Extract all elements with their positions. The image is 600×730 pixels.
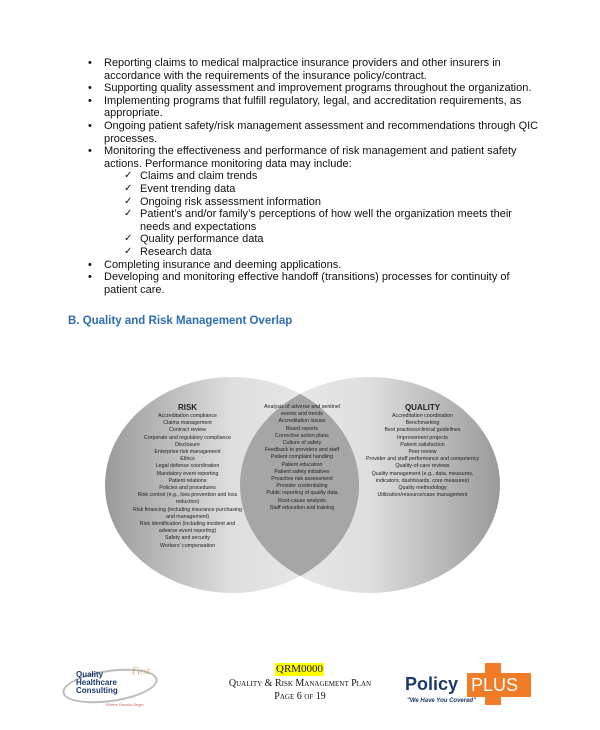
check-list xyxy=(104,170,543,258)
overlap-item: Accreditation issues xyxy=(278,418,326,425)
overlap-item: Provider credentialing xyxy=(276,483,328,490)
quality-item: Utilization/resource/case management xyxy=(377,492,468,499)
quality-item: Best practices/clinical guidelines xyxy=(384,427,461,434)
risk-item: Disclosure xyxy=(175,441,200,448)
bullet-text: Completing insurance and deeming applications. xyxy=(104,258,342,271)
logo-plus: PLUS xyxy=(471,675,519,695)
venn-diagram xyxy=(0,370,600,610)
quality-item: Provider and staff performance and competency xyxy=(366,456,479,463)
quality-item: Quality-of-care reviews xyxy=(395,463,450,470)
risk-item: Risk control (e.g., loss prevention and loss reduction) xyxy=(137,492,238,506)
risk-item: Risk financing (including insurance purchasing and management) xyxy=(133,506,242,520)
overlap-item: Board reports xyxy=(285,425,319,432)
body-text xyxy=(68,57,548,328)
check-item: ✓ Claims and claim trends xyxy=(124,170,543,183)
footer-title xyxy=(200,677,400,703)
risk-item: Legal defense coordination xyxy=(155,463,220,470)
risk-item: Risk identification (including incident and adverse event reporting) xyxy=(139,521,236,535)
bullet-list xyxy=(88,57,543,296)
bullet-item xyxy=(88,259,543,272)
bullet-item xyxy=(88,82,543,95)
overlap-item: Patient complaint handling xyxy=(270,454,334,461)
bullet-item xyxy=(88,120,543,145)
logo-first: First xyxy=(132,666,150,676)
bullet-text: Monitoring the effectiveness and performance of risk management and patient safety actions. Performance monitoring data may include: xyxy=(104,145,517,170)
logo-text: Quality Healthcare Consulting xyxy=(76,670,118,695)
overlap-item: Feedback to providers and staff xyxy=(264,447,340,454)
overlap-item: Root-cause analysis xyxy=(278,497,326,504)
risk-item: Policies and procedures xyxy=(159,485,216,492)
bullet-item xyxy=(88,57,543,82)
bullet-text: Ongoing patient safety/risk management assessment and recommendations through QIC processes. xyxy=(104,119,539,145)
quality-item: Accreditation coordination xyxy=(392,413,453,419)
quality-column xyxy=(365,402,480,499)
bullet-text: Developing and monitoring effective handoff (transitions) processes for continuity of patient care. xyxy=(104,271,510,296)
logo-policy: Policy xyxy=(405,674,459,694)
risk-item: Workers’ compensation xyxy=(159,542,216,549)
quality-item: Benchmarking xyxy=(405,420,440,427)
overlap-item: Patient safety initiatives xyxy=(274,468,330,475)
risk-item: Patient relations xyxy=(168,477,207,484)
section-heading: B. Quality and Risk Management Overlap xyxy=(68,315,293,328)
quality-item: Quality methodology xyxy=(398,485,447,492)
risk-item: Enterprise risk management xyxy=(154,449,221,456)
check-item: ✓ Quality performance data xyxy=(124,233,543,246)
check-item: ✓ Research data xyxy=(124,246,543,259)
page-number: Page 6 of 19 xyxy=(274,691,326,702)
risk-item: Accreditation compliance xyxy=(158,413,217,419)
quality-item: Improvement projects xyxy=(397,434,448,441)
bullet-text: Supporting quality assessment and improvement programs throughout the organization. xyxy=(104,82,532,95)
risk-column xyxy=(130,402,245,550)
check-item: ✓ Event trending data xyxy=(124,183,543,196)
quality-item: Patient satisfaction xyxy=(400,441,445,448)
logo-slogan: "We Have You Covered" xyxy=(407,698,476,704)
bullet-item xyxy=(88,271,543,296)
overlap-item: Public reporting of quality data xyxy=(266,490,338,497)
check-item: ✓ Ongoing risk assessment information xyxy=(124,196,543,209)
risk-item: Mandatory event reporting xyxy=(156,470,219,477)
bullet-item xyxy=(88,95,543,120)
check-item: ✓ Patient’s and/or family’s perceptions of how well the organization meets their needs and expectations xyxy=(124,208,543,233)
risk-title: RISK xyxy=(177,403,198,412)
quality-title: QUALITY xyxy=(404,403,441,412)
bullet-text: Implementing programs that fulfill regulatory, legal, and accreditation requirements, as appropriate. xyxy=(104,94,522,120)
risk-item: Contract review xyxy=(169,427,206,434)
overlap-column xyxy=(262,404,342,512)
overlap-item: Patient education xyxy=(281,461,323,468)
overlap-item: Corrective action plans xyxy=(275,432,329,439)
quality-item: Peer review xyxy=(408,449,437,456)
document-code: QRM0000 xyxy=(276,663,324,675)
quality-item: Quality management (e.g., data, measures, indicators, dashboards, core measures) xyxy=(371,470,474,484)
overlap-item: Culture of safety xyxy=(282,440,322,447)
bullet-text: Reporting claims to medical malpractice insurance providers and other insurers in accordance with the requirements of the insurance policy/contract. xyxy=(104,57,501,82)
bullet-item xyxy=(88,145,543,258)
risk-item: Corporate and regulatory compliance xyxy=(143,434,232,441)
overlap-item: Analysis of adverse and sentinel events and trends xyxy=(264,404,340,418)
overlap-item: Proactive risk assessment xyxy=(271,476,333,483)
risk-item: Ethics xyxy=(180,456,195,463)
logo-tagline: Where Results Begin xyxy=(106,702,144,707)
risk-item: Claims management xyxy=(163,420,212,427)
risk-item: Safety and security xyxy=(164,535,211,542)
quality-healthcare-logo xyxy=(62,666,172,710)
overlap-item: Staff education and training xyxy=(269,504,335,511)
policyplus-logo xyxy=(405,663,540,707)
plan-title: Quality & Risk Management Plan xyxy=(228,678,372,689)
